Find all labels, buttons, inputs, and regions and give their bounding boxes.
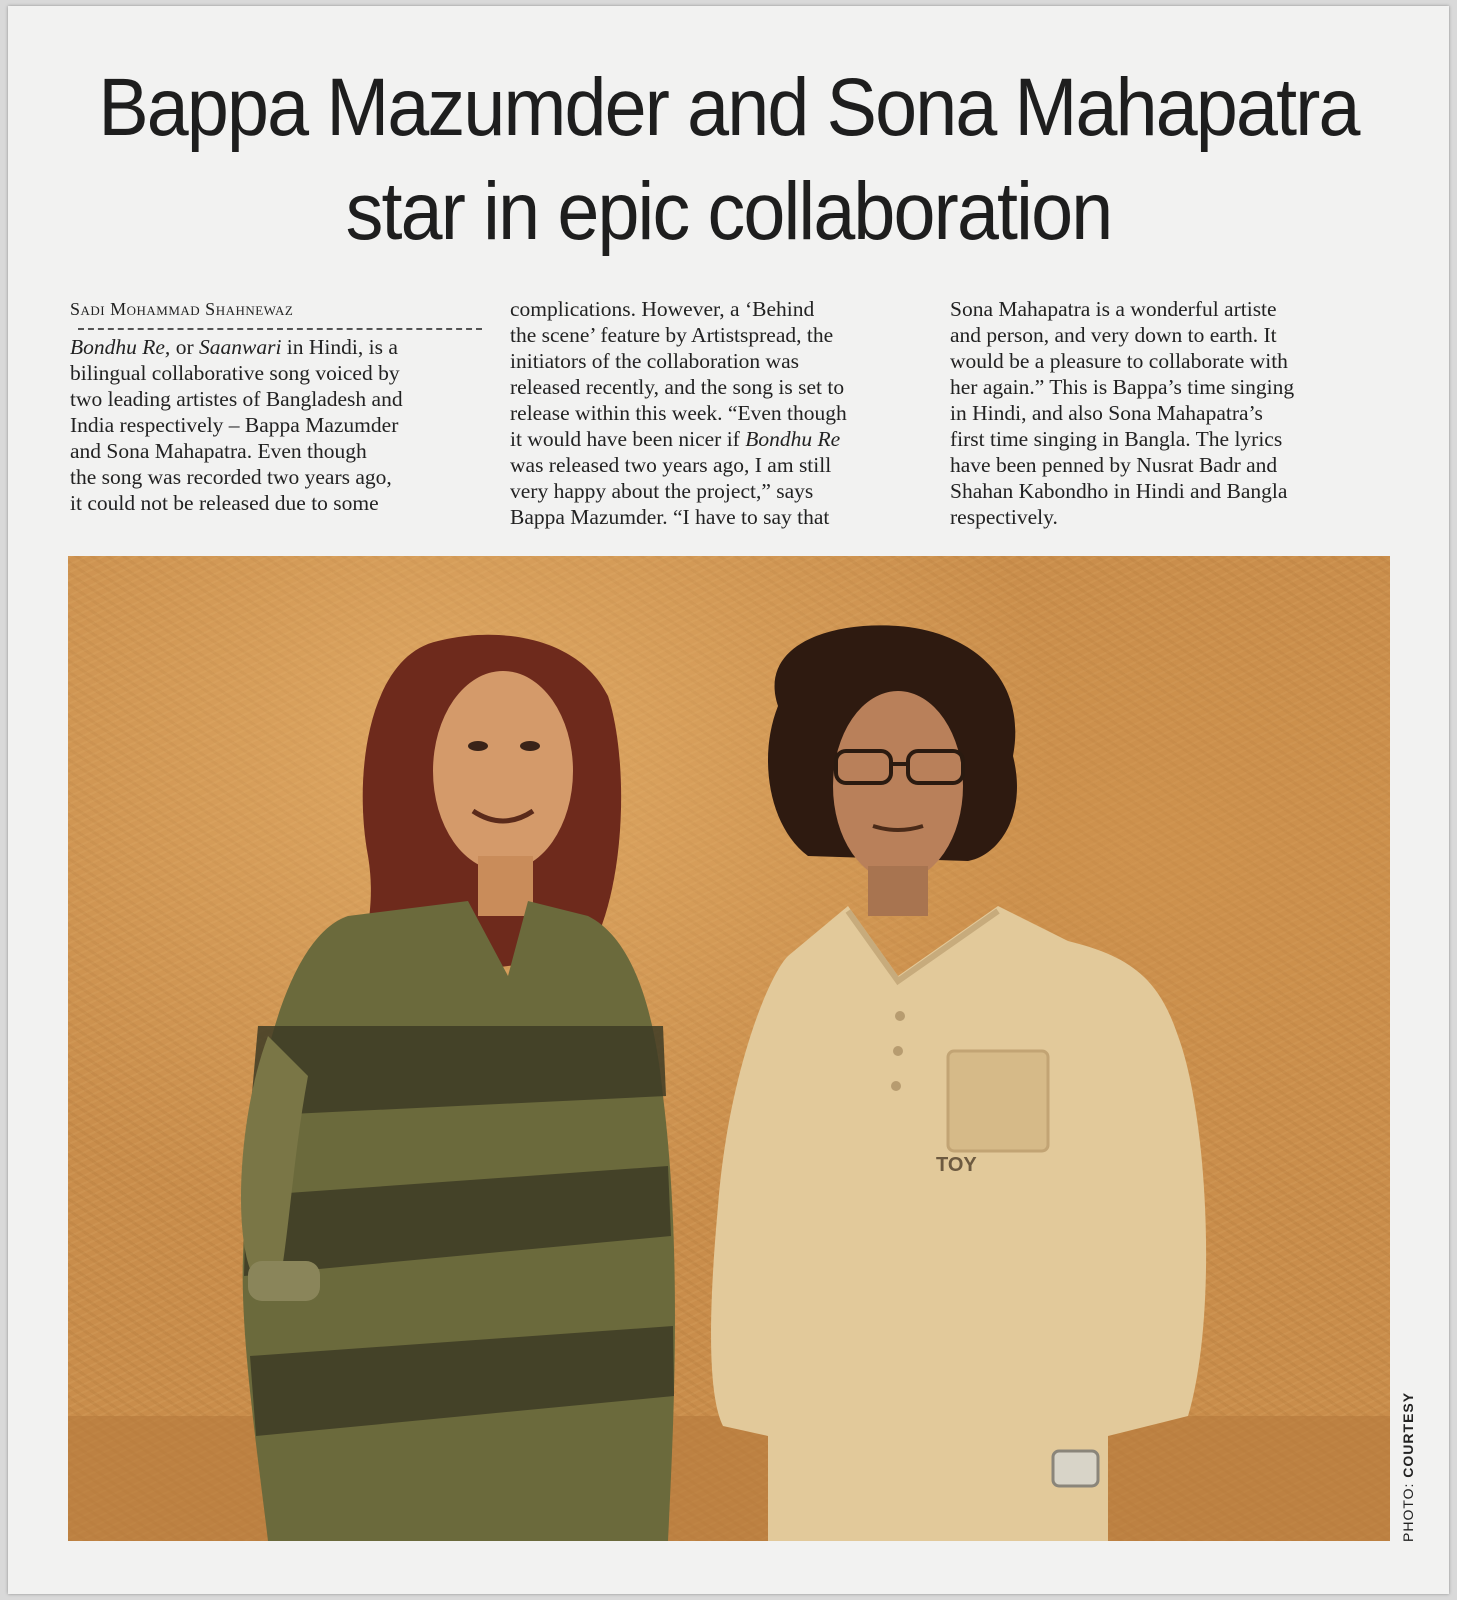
- text-run: first time singing in Bangla. The lyrics: [950, 427, 1283, 451]
- text-run: and Sona Mahapatra. Even though: [70, 439, 367, 463]
- article-text-line: [70, 490, 482, 516]
- article-text-line: [70, 412, 482, 438]
- column-1-text: [70, 334, 482, 516]
- article-text-line: [70, 386, 482, 412]
- article-text-line: [70, 464, 482, 490]
- article-text-line: [510, 400, 920, 426]
- text-run: very happy about the project,” says: [510, 479, 814, 503]
- text-run: it could not be released due to some: [70, 491, 379, 515]
- text-run: in Hindi, is a: [281, 335, 398, 359]
- text-run: initiators of the collaboration was: [510, 349, 799, 373]
- article-text-line: [510, 504, 920, 530]
- woman-neck: [478, 856, 533, 916]
- column-2-text: [510, 296, 920, 530]
- man-neck: [868, 866, 928, 916]
- text-run: bilingual collaborative song voiced by: [70, 361, 400, 385]
- wristwatch: [1053, 1451, 1098, 1486]
- newspaper-page: [8, 6, 1449, 1594]
- article-text-line: [510, 478, 920, 504]
- photo-credit-prefix: PHOTO:: [1400, 1477, 1416, 1542]
- column-3-text: [950, 296, 1362, 530]
- shirt-pocket: [948, 1051, 1048, 1151]
- woman-eye-left: [468, 741, 488, 751]
- article-text-line: [950, 478, 1362, 504]
- shirt-button-3: [891, 1081, 901, 1091]
- text-run: Sona Mahapatra is a wonderful artiste: [950, 297, 1277, 321]
- italic-title-text: Bondhu Re: [745, 427, 841, 451]
- article-text-line: [510, 348, 920, 374]
- article-text-line: [950, 452, 1362, 478]
- text-run: or: [170, 335, 199, 359]
- article-column-3: [950, 296, 1362, 530]
- headline: [66, 56, 1392, 264]
- byline-divider: [78, 328, 482, 330]
- article-text-line: [950, 504, 1362, 530]
- article-text-line: [70, 334, 482, 360]
- text-run: respectively.: [950, 505, 1058, 529]
- italic-title-text: Bondhu Re,: [70, 335, 171, 359]
- article-text-line: [950, 400, 1362, 426]
- article-text-line: [950, 322, 1362, 348]
- text-run: and person, and very down to earth. It: [950, 323, 1277, 347]
- text-run: the scene’ feature by Artistspread, the: [510, 323, 834, 347]
- italic-title-text: Saanwari: [198, 335, 282, 359]
- article-text-line: [510, 426, 920, 452]
- article-text-line: [950, 374, 1362, 400]
- photo-illustration: [68, 556, 1390, 1541]
- man-face: [833, 691, 963, 881]
- article-column-2: [510, 296, 920, 530]
- text-run: it would have been nicer if: [510, 427, 746, 451]
- text-run: released recently, and the song is set to: [510, 375, 845, 399]
- text-run: Bappa Mazumder. “I have to say that: [510, 505, 830, 529]
- text-run: in Hindi, and also Sona Mahapatra’s: [950, 401, 1263, 425]
- text-run: India respectively – Bappa Mazumder: [70, 413, 399, 437]
- photo-credit: [1400, 1392, 1416, 1542]
- text-run: have been penned by Nusrat Badr and: [950, 453, 1278, 477]
- text-run: complications. However, a ‘Behind: [510, 297, 815, 321]
- article-text-line: [510, 322, 920, 348]
- article-text-line: [510, 296, 920, 322]
- article-column-1: [70, 296, 482, 516]
- text-run: release within this week. “Even though: [510, 401, 847, 425]
- text-run: two leading artistes of Bangladesh and: [70, 387, 403, 411]
- article-text-line: [950, 296, 1362, 322]
- shirt-logo: TOY: [936, 1154, 977, 1176]
- article-text-line: [510, 452, 920, 478]
- text-run: would be a pleasure to collaborate with: [950, 349, 1288, 373]
- text-run: Shahan Kabondho in Hindi and Bangla: [950, 479, 1288, 503]
- shirt-button-1: [895, 1011, 905, 1021]
- woman-face: [433, 671, 573, 871]
- article-text-line: [950, 426, 1362, 452]
- woman-eye-right: [520, 741, 540, 751]
- article-text-line: [950, 348, 1362, 374]
- photo-credit-name: COURTESY: [1400, 1391, 1416, 1478]
- text-run: her again.” This is Bappa’s time singing: [950, 375, 1295, 399]
- article-photo: [68, 556, 1390, 1541]
- text-run: was released two years ago, I am still: [510, 453, 832, 477]
- article-text-line: [70, 360, 482, 386]
- headline-line-2: star in epic collaboration: [345, 166, 1112, 257]
- woman-sleeve-cuff: [248, 1261, 320, 1301]
- text-run: the song was recorded two years ago,: [70, 465, 392, 489]
- shirt-button-2: [893, 1046, 903, 1056]
- article-text-line: [510, 374, 920, 400]
- headline-line-1: Bappa Mazumder and Sona Mahapatra: [98, 62, 1359, 153]
- byline: Sadi Mohammad Shahnewaz: [70, 299, 294, 319]
- article-text-line: [70, 438, 482, 464]
